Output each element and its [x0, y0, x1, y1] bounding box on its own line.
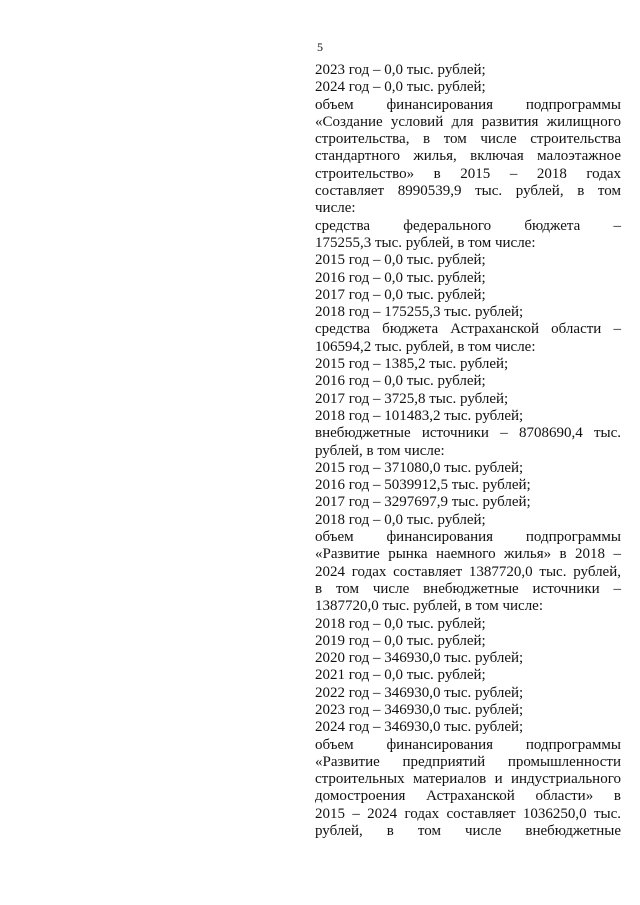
- text-line: 2018 год – 175255,3 тыс. рублей;: [315, 304, 524, 321]
- text-line: домостроения Астраханской области» в: [315, 788, 621, 805]
- page-number: 5: [317, 40, 323, 54]
- text-line: «Создание условий для развития жилищного: [315, 113, 621, 130]
- text-line: «Развитие предприятий промышленности: [315, 753, 621, 770]
- text-line: 2024 годах составляет 1387720,0 тыс. рублей,: [315, 563, 621, 580]
- text-line: 2018 год – 101483,2 тыс. рублей;: [315, 407, 524, 424]
- text-line: 2016 год – 0,0 тыс. рублей;: [315, 269, 486, 286]
- text-line: средства федерального бюджета –: [315, 217, 621, 234]
- text-line: 2015 – 2024 годах составляет 1036250,0 тыс.: [315, 805, 621, 822]
- text-line: строительства, в том числе строительства: [315, 131, 621, 148]
- text-line: рублей, в том числе:: [315, 442, 445, 459]
- text-line: 2017 год – 3297697,9 тыс. рублей;: [315, 494, 531, 511]
- text-line: 2015 год – 0,0 тыс. рублей;: [315, 252, 486, 269]
- text-line: внебюджетные источники – 8708690,4 тыс.: [315, 425, 621, 442]
- text-line: 2017 год – 0,0 тыс. рублей;: [315, 286, 486, 303]
- text-line: 2015 год – 371080,0 тыс. рублей;: [315, 459, 524, 476]
- document-text-column: [315, 62, 621, 840]
- text-line: 2023 год – 346930,0 тыс. рублей;: [315, 701, 524, 718]
- text-line: 2017 год – 3725,8 тыс. рублей;: [315, 390, 509, 407]
- text-line: составляет 8990539,9 тыс. рублей, в том: [315, 183, 621, 200]
- text-line: 2024 год – 0,0 тыс. рублей;: [315, 79, 486, 96]
- text-line: «Развитие рынка наемного жилья» в 2018 –: [315, 546, 621, 563]
- text-line: стандартного жилья, включая малоэтажное: [315, 148, 621, 165]
- text-line: 2016 год – 5039912,5 тыс. рублей;: [315, 477, 531, 494]
- text-line: объем финансирования подпрограммы: [315, 529, 621, 546]
- text-line: в том числе внебюджетные источники –: [315, 580, 621, 597]
- text-line: 2020 год – 346930,0 тыс. рублей;: [315, 650, 524, 667]
- text-line: объем финансирования подпрограммы: [315, 736, 621, 753]
- text-line: 2015 год – 1385,2 тыс. рублей;: [315, 356, 509, 373]
- text-line: строительство» в 2015 – 2018 годах: [315, 165, 621, 182]
- text-line: средства бюджета Астраханской области –: [315, 321, 621, 338]
- text-line: 175255,3 тыс. рублей, в том числе:: [315, 234, 536, 251]
- text-line: 2016 год – 0,0 тыс. рублей;: [315, 373, 486, 390]
- text-line: 2018 год – 0,0 тыс. рублей;: [315, 615, 486, 632]
- text-line: 2021 год – 0,0 тыс. рублей;: [315, 667, 486, 684]
- text-line: 2019 год – 0,0 тыс. рублей;: [315, 632, 486, 649]
- text-line: 2018 год – 0,0 тыс. рублей;: [315, 511, 486, 528]
- text-line: 2022 год – 346930,0 тыс. рублей;: [315, 684, 524, 701]
- text-line: 1387720,0 тыс. рублей, в том числе:: [315, 598, 544, 615]
- text-line: строительных материалов и индустриального: [315, 771, 621, 788]
- text-line: 2024 год – 346930,0 тыс. рублей;: [315, 719, 524, 736]
- text-line: 2023 год – 0,0 тыс. рублей;: [315, 62, 486, 78]
- text-line: объем финансирования подпрограммы: [315, 96, 621, 113]
- text-line: рублей, в том числе внебюджетные: [315, 823, 621, 840]
- text-line: 106594,2 тыс. рублей, в том числе:: [315, 338, 536, 355]
- text-line: числе:: [315, 200, 356, 217]
